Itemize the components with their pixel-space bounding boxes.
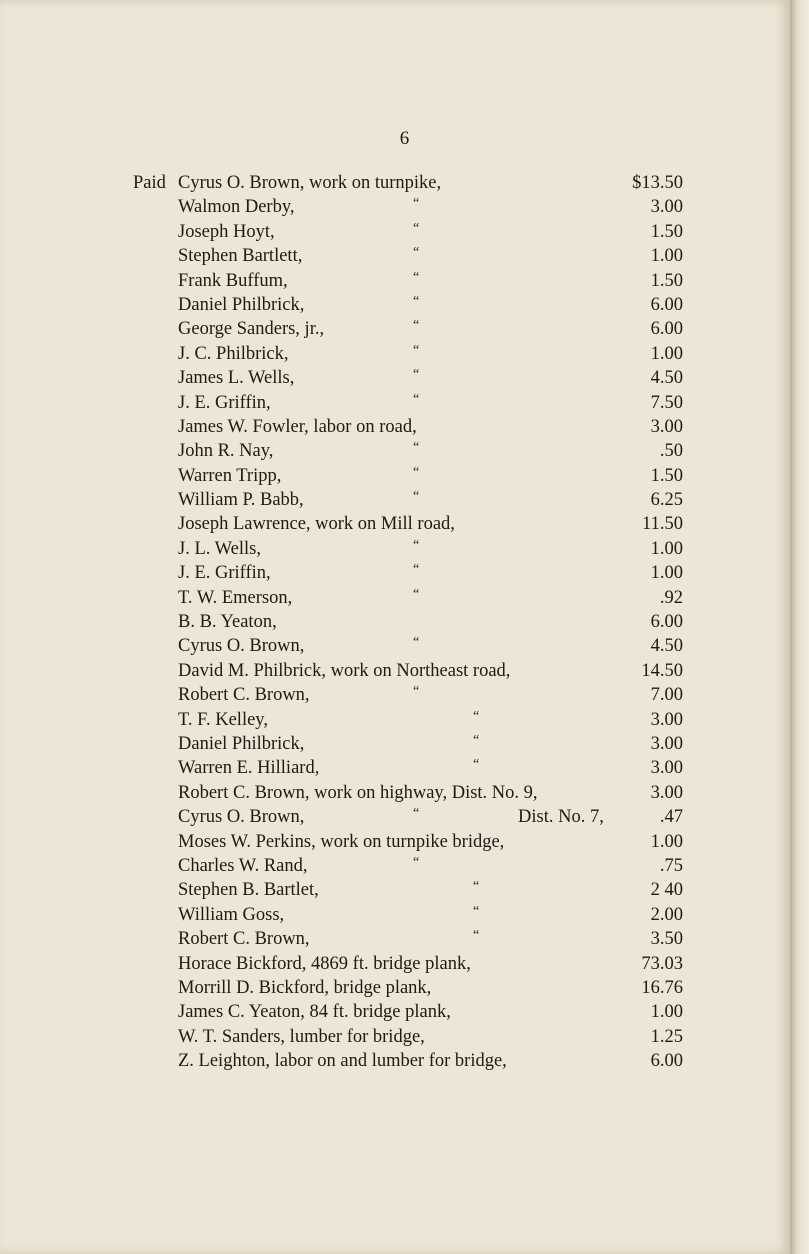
amount: 1.00 bbox=[650, 831, 683, 852]
payee-text: Moses W. Perkins, work on turnpike bridge, bbox=[178, 831, 505, 852]
ledger-row bbox=[133, 586, 683, 610]
ledger-row bbox=[133, 220, 683, 244]
ledger-row bbox=[133, 269, 683, 293]
amount: 6.00 bbox=[650, 294, 683, 315]
ledger-row bbox=[133, 805, 683, 829]
payee-text: William P. Babb, bbox=[178, 490, 304, 511]
payee-text: B. B. Yeaton, bbox=[178, 612, 277, 633]
ledger bbox=[133, 171, 683, 1073]
amount: 4.50 bbox=[650, 636, 683, 657]
amount: 1.50 bbox=[650, 221, 683, 242]
ledger-row bbox=[133, 927, 683, 951]
ledger-row bbox=[133, 293, 683, 317]
payee-text: Daniel Philbrick, bbox=[178, 294, 305, 315]
ledger-row bbox=[133, 171, 683, 195]
ditto-mark: “ bbox=[413, 440, 421, 456]
payee-text: Cyrus O. Brown, work on turnpike, bbox=[178, 173, 442, 193]
ditto-mark: “ bbox=[473, 708, 481, 724]
payee-text: James L. Wells, bbox=[178, 368, 295, 389]
payee-text: James W. Fowler, labor on road, bbox=[178, 416, 417, 437]
amount: 3.00 bbox=[650, 416, 683, 437]
page-number: 6 bbox=[399, 128, 410, 149]
ledger-row bbox=[133, 952, 683, 976]
ledger-row bbox=[133, 610, 683, 634]
amount: 16.76 bbox=[641, 977, 683, 998]
ledger-row bbox=[133, 244, 683, 268]
amount: 4.50 bbox=[650, 368, 683, 389]
ledger-row bbox=[133, 342, 683, 366]
amount: 73.03 bbox=[641, 953, 683, 974]
amount: 7.50 bbox=[650, 392, 683, 413]
ditto-mark: “ bbox=[413, 342, 421, 358]
ditto-mark: “ bbox=[413, 854, 421, 870]
amount: 6.00 bbox=[650, 1051, 683, 1072]
payee-text: Stephen B. Bartlet, bbox=[178, 880, 319, 901]
ledger-row bbox=[133, 830, 683, 854]
ledger-row bbox=[133, 439, 683, 463]
ledger-row bbox=[133, 878, 683, 902]
payee-text: Robert C. Brown, work on highway, Dist. No. 9, bbox=[178, 782, 538, 803]
payee-text: Charles W. Rand, bbox=[178, 855, 308, 876]
ditto-mark: “ bbox=[413, 537, 421, 553]
ledger-row bbox=[133, 854, 683, 878]
amount: 6.25 bbox=[650, 490, 683, 511]
payee-text: Frank Buffum, bbox=[178, 270, 288, 291]
amount: 1.25 bbox=[650, 1026, 683, 1047]
amount: 3.00 bbox=[650, 197, 683, 218]
amount: 1.00 bbox=[650, 563, 683, 584]
ledger-row bbox=[133, 366, 683, 390]
amount: $13.50 bbox=[632, 173, 683, 193]
ditto-mark: “ bbox=[473, 757, 481, 773]
paid-prefix: Paid bbox=[133, 173, 166, 193]
ledger-row bbox=[133, 781, 683, 805]
payee-text: Horace Bickford, 4869 ft. bridge plank, bbox=[178, 953, 471, 974]
ditto-mark: “ bbox=[413, 391, 421, 407]
ledger-row bbox=[133, 732, 683, 756]
ledger-row bbox=[133, 195, 683, 219]
amount: .75 bbox=[659, 855, 683, 876]
amount: 3.00 bbox=[650, 758, 683, 779]
payee-text: Walmon Derby, bbox=[178, 197, 295, 218]
ledger-row bbox=[133, 634, 683, 658]
payee-text: T. W. Emerson, bbox=[178, 587, 293, 608]
amount: 11.50 bbox=[642, 514, 683, 535]
payee-text: Joseph Lawrence, work on Mill road, bbox=[178, 514, 455, 535]
ledger-row bbox=[133, 1025, 683, 1049]
ledger-row bbox=[133, 756, 683, 780]
ditto-mark: “ bbox=[413, 318, 421, 334]
ledger-row bbox=[133, 903, 683, 927]
amount: 3.00 bbox=[650, 733, 683, 754]
amount: .47 bbox=[659, 807, 683, 828]
page-edge bbox=[790, 0, 809, 1254]
payee-text: Daniel Philbrick, bbox=[178, 733, 305, 754]
amount: 1.00 bbox=[650, 538, 683, 559]
payee-text: J. L. Wells, bbox=[178, 538, 261, 559]
payee-text: William Goss, bbox=[178, 904, 285, 925]
payee-text: T. F. Kelley, bbox=[178, 709, 268, 730]
payee-text: Stephen Bartlett, bbox=[178, 246, 303, 267]
ledger-row bbox=[133, 683, 683, 707]
ledger-row bbox=[133, 537, 683, 561]
ditto-mark: “ bbox=[413, 464, 421, 480]
ledger-row bbox=[133, 464, 683, 488]
payee-text: W. T. Sanders, lumber for bridge, bbox=[178, 1026, 425, 1047]
payee-text: George Sanders, jr., bbox=[178, 319, 325, 340]
amount: 3.00 bbox=[650, 709, 683, 730]
amount: 2 40 bbox=[650, 880, 683, 901]
payee-text: J. E. Griffin, bbox=[178, 392, 271, 413]
amount: 1.00 bbox=[650, 1002, 683, 1023]
ledger-row bbox=[133, 512, 683, 536]
ditto-mark: “ bbox=[473, 879, 481, 895]
payee-text: James C. Yeaton, 84 ft. bridge plank, bbox=[178, 1002, 451, 1023]
payee-text: Warren Tripp, bbox=[178, 465, 282, 486]
ledger-row bbox=[133, 317, 683, 341]
ledger-row bbox=[133, 1049, 683, 1073]
amount: 6.00 bbox=[650, 612, 683, 633]
ledger-row bbox=[133, 488, 683, 512]
ledger-row bbox=[133, 391, 683, 415]
ditto-mark: “ bbox=[473, 928, 481, 944]
ledger-row bbox=[133, 659, 683, 683]
payee-text: Joseph Hoyt, bbox=[178, 221, 275, 242]
ledger-row bbox=[133, 976, 683, 1000]
ledger-row bbox=[133, 1000, 683, 1024]
payee-text: Robert C. Brown, bbox=[178, 929, 310, 950]
payee-text: Warren E. Hilliard, bbox=[178, 758, 320, 779]
ledger-row bbox=[133, 708, 683, 732]
payee-text: Cyrus O. Brown, bbox=[178, 807, 305, 828]
ditto-mark: “ bbox=[413, 245, 421, 261]
payee-text: John R. Nay, bbox=[178, 441, 274, 462]
ditto-mark: “ bbox=[413, 220, 421, 236]
amount: 7.00 bbox=[650, 685, 683, 706]
amount: 14.50 bbox=[641, 660, 683, 681]
ditto-mark: “ bbox=[413, 367, 421, 383]
payee-text: Morrill D. Bickford, bridge plank, bbox=[178, 977, 432, 998]
amount: 1.00 bbox=[650, 343, 683, 364]
ledger-row bbox=[133, 561, 683, 585]
payee-text: David M. Philbrick, work on Northeast road, bbox=[178, 660, 511, 681]
ditto-mark: “ bbox=[413, 269, 421, 285]
ditto-mark: “ bbox=[473, 732, 481, 748]
ledger-row bbox=[133, 415, 683, 439]
ditto-mark: “ bbox=[413, 635, 421, 651]
ditto-mark: “ bbox=[413, 196, 421, 212]
ditto-mark: “ bbox=[413, 562, 421, 578]
ditto-mark: “ bbox=[413, 489, 421, 505]
ditto-mark: “ bbox=[413, 684, 421, 700]
amount: 1.50 bbox=[650, 465, 683, 486]
ditto-mark: “ bbox=[413, 293, 421, 309]
amount: .50 bbox=[659, 441, 683, 462]
payee-text: Z. Leighton, labor on and lumber for bridge, bbox=[178, 1051, 507, 1072]
ditto-mark: “ bbox=[413, 586, 421, 602]
amount: 3.00 bbox=[650, 782, 683, 803]
amount: 1.00 bbox=[650, 246, 683, 267]
payee-text: J. C. Philbrick, bbox=[178, 343, 289, 364]
amount: 6.00 bbox=[650, 319, 683, 340]
amount: 3.50 bbox=[650, 929, 683, 950]
amount: 1.50 bbox=[650, 270, 683, 291]
amount: .92 bbox=[659, 587, 683, 608]
ditto-mark: “ bbox=[413, 806, 421, 822]
ditto-mark: “ bbox=[473, 903, 481, 919]
payee-text: Cyrus O. Brown, bbox=[178, 636, 305, 657]
payee-text: Robert C. Brown, bbox=[178, 685, 310, 706]
payee-text: J. E. Griffin, bbox=[178, 563, 271, 584]
district-text: Dist. No. 7, bbox=[518, 807, 604, 828]
amount: 2.00 bbox=[650, 904, 683, 925]
